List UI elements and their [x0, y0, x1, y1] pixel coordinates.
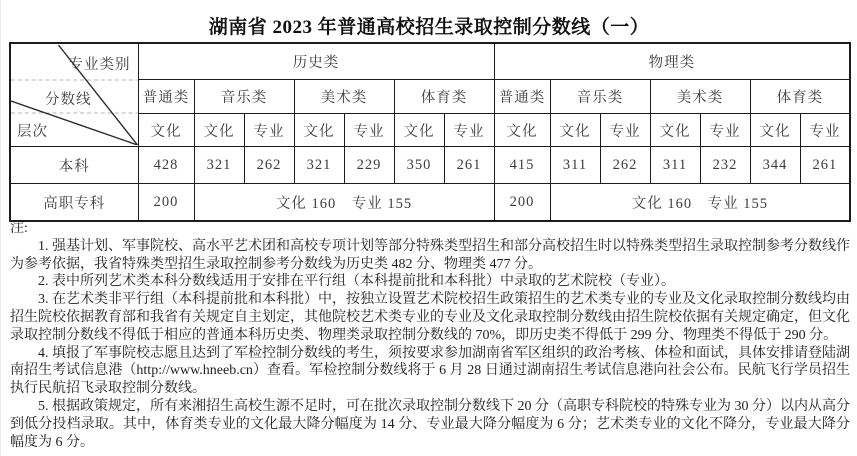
group-header-history: 历史类	[138, 43, 494, 80]
col-header-major: 专业	[800, 114, 850, 147]
vocational-physics-merged-cell: 文化 160 专业 155	[550, 184, 850, 222]
subgroup-physics-art: 美术类	[650, 80, 750, 114]
row-label-vocational: 高职专科	[10, 184, 138, 222]
table-corner-cell	[10, 43, 138, 147]
note-item-5: 5. 根据政策规定，所有来湘招生高校生源不足时，可在批次录取控制分数线下 20 分（高职专科院校的特殊专业为 30 分）以内从高分到低分投档录取。其中，体育类专业的文化最大降分幅度为 14 分、专业最大降分幅度为 6 分；艺术类专业的文化不降分，专业最大降分幅度为 6 分。	[10, 398, 850, 450]
notes-section	[10, 220, 850, 451]
score-cell: 261	[800, 147, 850, 184]
subgroup-physics-pe: 体育类	[750, 80, 850, 114]
row-label-undergraduate: 本科	[10, 147, 138, 184]
col-header-culture: 文化	[650, 114, 700, 147]
page-title: 湖南省 2023 年普通高校招生录取控制分数线（一）	[208, 17, 650, 38]
corner-label-scoreline: 分数线	[45, 92, 92, 108]
subgroup-history-pe: 体育类	[394, 80, 494, 114]
score-cell: 350	[394, 147, 444, 184]
score-cell: 415	[494, 147, 550, 184]
score-cell: 262	[600, 147, 650, 184]
score-cell: 232	[700, 147, 750, 184]
col-header-major: 专业	[344, 114, 394, 147]
score-table	[9, 42, 851, 222]
score-cell: 344	[750, 147, 800, 184]
corner-label-category: 专业类别	[68, 57, 131, 73]
col-header-culture: 文化	[550, 114, 600, 147]
score-cell: 200	[494, 184, 550, 222]
col-header-major: 专业	[444, 114, 494, 147]
note-item-4: 4. 填报了军事院校志愿且达到了军检控制分数线的考生，须按要求参加湖南省军区组织的政治考核、体检和面试，具体安排请登陆湖南招生考试信息港（http://www.hneeb.cn）查看。军检控制分数线将于 6 月 28 日通过湖南招生考试信息港向社会公布。民航飞行学员招生执行民航招飞录取控制分数线。	[10, 345, 850, 397]
vocational-history-merged-cell: 文化 160 专业 155	[194, 184, 494, 222]
subgroup-history-music: 音乐类	[194, 80, 294, 114]
score-cell: 311	[550, 147, 600, 184]
col-header-major: 专业	[244, 114, 294, 147]
col-header-culture: 文化	[394, 114, 444, 147]
corner-label-level: 层次	[17, 124, 48, 140]
subgroup-physics-music: 音乐类	[550, 80, 650, 114]
col-header-culture: 文化	[138, 114, 194, 147]
notes-label: 注:	[10, 221, 28, 236]
col-header-culture: 文化	[494, 114, 550, 147]
subgroup-history-art: 美术类	[294, 80, 394, 114]
score-cell: 321	[294, 147, 344, 184]
group-header-physics: 物理类	[494, 43, 850, 80]
score-cell: 262	[244, 147, 294, 184]
note-item-1: 1. 强基计划、军事院校、高水平艺术团和高校专项计划等部分特殊类型招生和部分高校招生时以特殊类型招生录取控制参考分数线作为参考依据，我省特殊类型招生录取控制参考分数线为历史类 482 分、物理类 477 分。	[10, 238, 850, 272]
score-cell: 311	[650, 147, 700, 184]
score-cell: 200	[138, 184, 194, 222]
score-cell: 261	[444, 147, 494, 184]
corner-diagonal-cell	[11, 45, 138, 145]
subgroup-physics-general: 普通类	[494, 80, 550, 114]
score-cell: 428	[138, 147, 194, 184]
col-header-culture: 文化	[750, 114, 800, 147]
score-cell: 229	[344, 147, 394, 184]
col-header-culture: 文化	[194, 114, 244, 147]
col-header-major: 专业	[600, 114, 650, 147]
note-item-3: 3. 在艺术类非平行组（本科提前批和本科批）中，按独立设置艺术院校招生政策招生的艺术类专业的专业及文化录取控制分数线均由招生院校依据教育部和我省有关规定自主划定，其他院校艺术类专业的专业及文化录取控制分数线由招生院校依据有关规定确定，但文化录取控制分数线不得低于相应的普通本科历史类、物理类录取控制分数线的 70%，即历史类不得低于 299 分、物理类不得低于 290 分。	[10, 292, 850, 343]
subgroup-history-general: 普通类	[138, 80, 194, 114]
col-header-culture: 文化	[294, 114, 344, 147]
score-cell: 321	[194, 147, 244, 184]
col-header-major: 专业	[700, 114, 750, 147]
note-item-2: 2. 表中所列艺术类本科分数线适用于安排在平行组（本科提前批和本科批）中录取的艺术院校（专业）。	[38, 274, 675, 290]
